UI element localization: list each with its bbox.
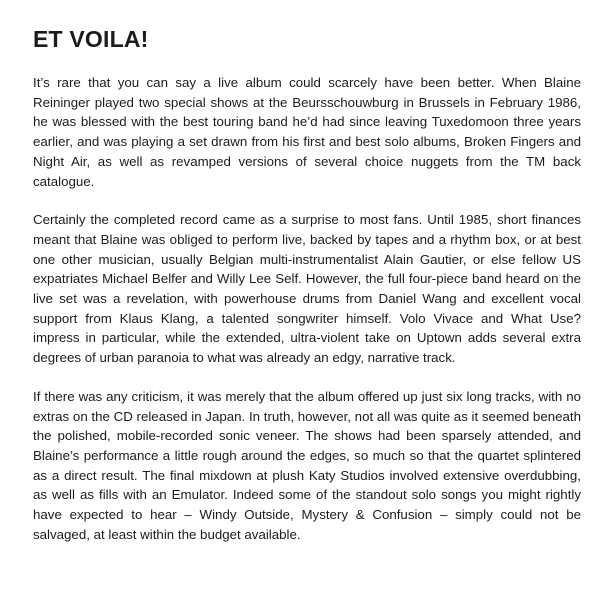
paragraph-2: Certainly the completed record came as a surprise to most fans. Until 1985, short finances meant that Blaine was obliged to perform live, backed by tapes and a rhythm box, or at best one other musician, usually Belgian multi-instrumentalist Alain Gautier, or else fellow US expatriates Michael Belfer and Willy Lee Self. However, the full four-piece band heard on the live set was a revelation, with powerhouse drums from Daniel Wang and excellent vocal support from Klaus Klang, a talented songwriter himself. Volo Vivace and What Use? impress in particular, while the extended, ultra-violent take on Uptown adds several extra degrees of urban paranoia to what was already an edgy, narrative track.	[33, 212, 581, 366]
paragraph-3: If there was any criticism, it was merely that the album offered up just six long tracks, with no extras on the CD released in Japan. In truth, however, not all was quite as it seemed beneath the polished, mobile-recorded sonic veneer. The shows had been sparsely attended, and Blaine’s performance a little rough around the edges, so much so that the quartet splintered as a direct result. The final mixdown at plush Katy Studios involved extensive overdubbing, as well as fills with an Emulator. Indeed some of the standout solo songs you might rightly have expected to hear – Windy Outside, Mystery & Confusion – simply could not be salvaged, at least within the budget available.	[33, 388, 581, 542]
page-title: ET VOILA!	[33, 26, 149, 52]
paragraph-1: It’s rare that you can say a live album could scarcely have been better. When Blaine Reininger played two special shows at the Beursschouwburg in Brussels in February 1986, he was blessed with the best touring band he’d had since leaving Tuxedomoon three years earlier, and was playing a set drawn from his first and best solo albums, Broken Fingers and Night Air, as well as revamped versions of several choice nuggets from the TM back catalogue.	[33, 75, 581, 189]
booklet-page	[33, 28, 581, 563]
